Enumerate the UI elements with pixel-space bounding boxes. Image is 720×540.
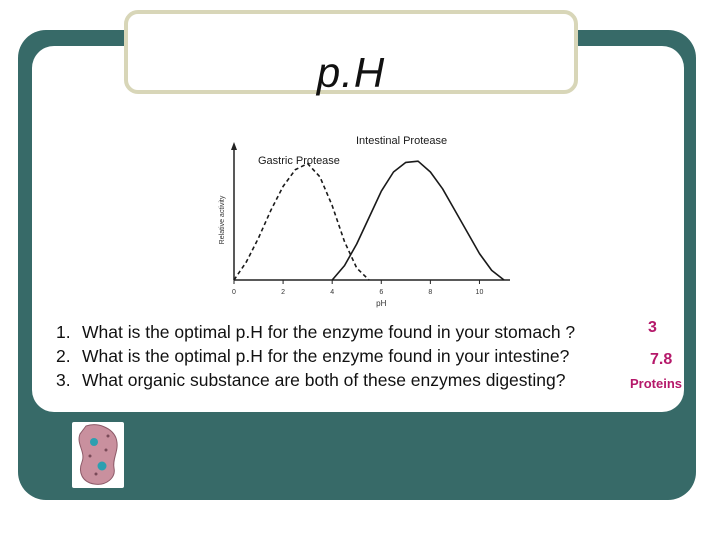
y-axis-label: Relative activity [219, 195, 226, 245]
slide-title: p.H [316, 49, 386, 96]
series-line-1 [332, 161, 504, 280]
intestinal-protease-label: Intestinal Protease [356, 135, 448, 147]
x-tick-label: 8 [428, 289, 433, 296]
x-axis-label: pH [376, 299, 387, 308]
question-text: What is the optimal p.H for the enzyme found in your intestine? [82, 346, 570, 366]
question-text: What organic substance are both of these enzymes digesting? [82, 370, 566, 390]
y-axis-arrow [231, 142, 237, 150]
x-tick-label: 4 [330, 289, 335, 296]
series-line-0 [234, 164, 369, 280]
question-1 [56, 320, 696, 344]
answer-2: 7.8 [650, 351, 673, 368]
question-number: 3. [56, 370, 71, 390]
cell-tissue-icon [72, 422, 124, 488]
question-number: 2. [56, 346, 71, 366]
x-tick-label: 6 [379, 289, 384, 296]
x-tick-label: 2 [281, 289, 286, 296]
title-box [124, 10, 578, 94]
question-2 [56, 344, 696, 368]
x-tick-label: 0 [232, 289, 236, 296]
cell-image [72, 422, 124, 488]
question-number: 1. [56, 322, 71, 342]
gastric-protease-label: Gastric Protease [258, 155, 340, 167]
answer-1: 3 [648, 319, 657, 336]
answer-3: Proteins [630, 376, 683, 391]
ph-activity-chart [210, 128, 520, 308]
question-list [56, 320, 696, 392]
question-3 [56, 368, 696, 392]
question-text: What is the optimal p.H for the enzyme found in your stomach ? [82, 322, 576, 342]
x-tick-label: 10 [475, 289, 484, 296]
